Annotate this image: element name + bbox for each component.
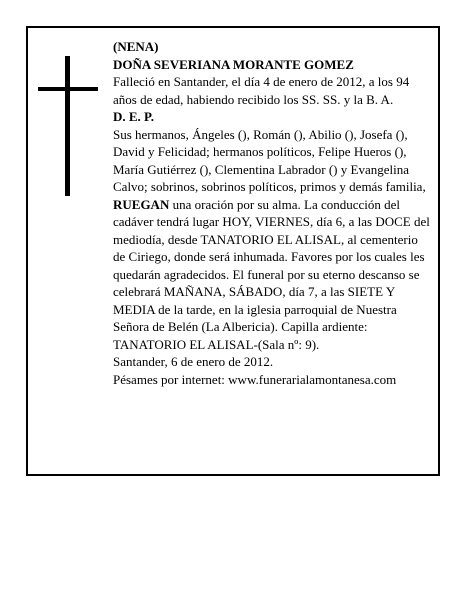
nickname: (NENA) [113, 39, 159, 54]
place-date: Santander, 6 de enero de 2012. [113, 354, 274, 369]
ruegan-word: RUEGAN [113, 196, 170, 212]
cross-horizontal-bar [38, 87, 98, 91]
death-info: Falleció en Santander, el día 4 de enero de 2012, a los 94 años de edad, habiendo recibido los SS. SS. y la B. A. [113, 74, 410, 107]
deceased-name: DOÑA SEVERIANA MORANTE GOMEZ [113, 56, 354, 72]
obituary-text [113, 38, 433, 388]
family-list: Sus hermanos, Ángeles (), Román (), Abilio (), Josefa (), David y Felicidad; hermanos políticos, Felipe Hueros (), María Gutiérrez (), Clementina Labrador () y Evangelina Calvo; sobrinos, sobrinos políticos, primos y demás familia, [113, 126, 426, 194]
ruegan-text: una oración por su alma. La conducción del cadáver tendrá lugar HOY, VIERNES, día 6, a las DOCE del mediodía, desde TANATORIO EL ALISAL, al cementerio de Ciriego, donde será inhumada. Favores por los cuales les quedarán agradecidos. El funeral por su eterno descanso se celebrará MAÑANA, SÁBADO, día 7, a las SIETE Y MEDIA de la tarde, en la iglesia parroquial de Nuestra Señora de Belén (La Albericia). Capilla ardiente: TANATORIO EL ALISAL-(Sala nº: 9). [113, 196, 430, 352]
condolences-line: Pésames por internet: www.funerarialamontanesa.com [113, 371, 397, 387]
ruegan-paragraph [113, 196, 433, 354]
cross-vertical-bar [65, 56, 70, 196]
dep-line: D. E. P. [113, 109, 155, 124]
